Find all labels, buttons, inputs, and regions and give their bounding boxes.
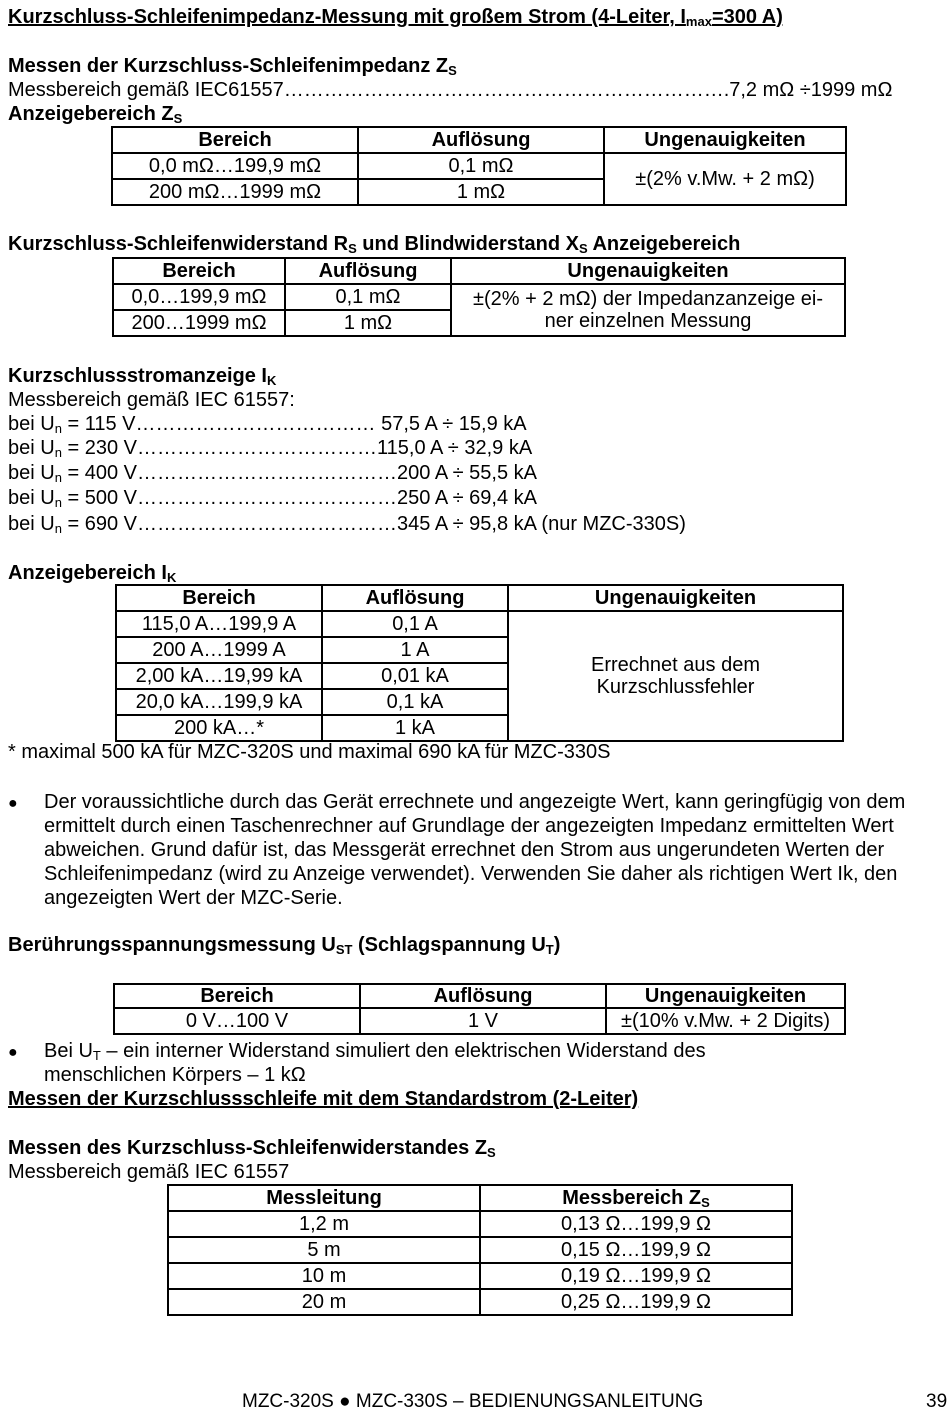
section-heading-ik-display: Anzeigebereich $I_K$	[8, 562, 177, 585]
header-cell: Bereich	[113, 258, 285, 284]
table-row	[114, 1008, 845, 1034]
header-cell: Auflösung	[322, 585, 508, 611]
bullet-icon: ●	[8, 795, 18, 812]
cell: 0,1 A	[322, 611, 508, 637]
cell: 10 m	[168, 1263, 480, 1289]
cell: 1 mΩ	[285, 310, 451, 336]
cell: 200 A…1999 A	[116, 637, 322, 663]
cell: 1 mΩ	[358, 179, 604, 205]
cell: 2,00 kA…19,99 kA	[116, 663, 322, 689]
cell: 200…1999 mΩ	[113, 310, 285, 336]
bullet-icon: ●	[8, 1044, 18, 1061]
cell: 0,1 mΩ	[358, 153, 604, 179]
voltage-line: bei $U_n = 115$ V……………………………… 57,5 A ÷ 15,9 kA	[8, 413, 527, 436]
table-row	[116, 611, 843, 637]
cell: 5 m	[168, 1237, 480, 1263]
header-cell: Auflösung	[285, 258, 451, 284]
footnote: * maximal 500 kA für MZC-320S und maximal 690 kA für MZC-330S	[8, 741, 611, 763]
voltage-line: bei $U_n = 690$ V…………………………………345 A ÷ 95,8 kA (nur MZC-330S)	[8, 513, 686, 536]
ust-table	[113, 983, 846, 1035]
cell: 0,0…199,9 mΩ	[113, 284, 285, 310]
header-cell: Auflösung	[358, 127, 604, 153]
bullet-paragraph: Bei $U_T$ – ein interner Widerstand simuliert den elektrischen Widerstand des menschlichen Körpers – 1 kΩ	[44, 1040, 706, 1086]
cell: 200 mΩ…1999 mΩ	[112, 179, 358, 205]
header-cell: Bereich	[116, 585, 322, 611]
section-title-standard: Messen der Kurzschlussschleife mit dem Standardstrom (2-Leiter)	[8, 1088, 639, 1110]
header-cell: Messbereich $Z_S$	[480, 1185, 792, 1211]
lead-table	[167, 1184, 793, 1316]
section-heading-zs-standard: Messen des Kurzschluss-Schleifenwiderstandes $Z_S$	[8, 1137, 496, 1160]
header-cell: Ungenauigkeiten	[606, 984, 845, 1008]
display-range-heading: Anzeigebereich $Z_S$	[8, 103, 183, 126]
header-cell: Messleitung	[168, 1185, 480, 1211]
cell: 0,0 mΩ…199,9 mΩ	[112, 153, 358, 179]
range-text: Messbereich gemäß IEC 61557	[8, 1161, 290, 1183]
header-cell: Auflösung	[360, 984, 606, 1008]
cell: 115,0 A…199,9 A	[116, 611, 322, 637]
cell: 0,15 Ω…199,9 Ω	[480, 1237, 792, 1263]
cell: 0,19 Ω…199,9 Ω	[480, 1263, 792, 1289]
cell: 0,01 kA	[322, 663, 508, 689]
page-title: Kurzschluss-Schleifenimpedanz-Messung mit großem Strom (4-Leiter, $I_{max}=300$ A)	[8, 6, 783, 29]
cell: 1 V	[360, 1008, 606, 1034]
accuracy-cell: Errechnet aus dem Kurzschlussfehler	[508, 611, 843, 741]
table-row	[168, 1263, 792, 1289]
cell: 1,2 m	[168, 1211, 480, 1237]
cell: 1 A	[322, 637, 508, 663]
section-heading-rs-xs: Kurzschluss-Schleifenwiderstand $R_S$ und Blindwiderstand $X_S$ Anzeigebereich	[8, 233, 741, 256]
voltage-line: bei $U_n = 400$ V…………………………………200 A ÷ 55,5 kA	[8, 462, 537, 485]
cell: 20,0 kA…199,9 kA	[116, 689, 322, 715]
voltage-line: bei $U_n = 230$ V………………………………115,0 A ÷ 32,9 kA	[8, 437, 533, 460]
bullet-paragraph: Der voraussichtliche durch das Gerät errechnete und angezeigte Wert, kann geringfügig von dem ermittelt durch einen Taschenrechner auf Grundlage der angezeigten Impedanz ermittelten Wert abweichen. Grund dafür ist, das Messgerät errechnet den Strom aus ungerundeten Werten der Schleifenimpedanz (wird zu Anzeige verwendet). Verwenden Sie daher als richtigen Wert Ik, den angezeigten Wert der MZC-Serie.	[44, 791, 906, 909]
accuracy-cell: ±(2% + 2 mΩ) der Impedanzanzeige ei- ner einzelnen Messung	[451, 284, 845, 336]
accuracy-cell: ±(2% v.Mw. + 2 mΩ)	[604, 153, 846, 205]
cell: 0,25 Ω…199,9 Ω	[480, 1289, 792, 1315]
voltage-line: bei $U_n = 500$ V…………………………………250 A ÷ 69,4 kA	[8, 487, 537, 510]
ik-table	[115, 584, 844, 742]
rs-xs-table	[112, 257, 846, 337]
table-row	[168, 1211, 792, 1237]
header-cell: Ungenauigkeiten	[604, 127, 846, 153]
header-cell: Ungenauigkeiten	[508, 585, 843, 611]
zs-table	[111, 126, 847, 206]
cell: 200 kA…*	[116, 715, 322, 741]
header-cell: Ungenauigkeiten	[451, 258, 845, 284]
cell: 20 m	[168, 1289, 480, 1315]
section-heading-ik: Kurzschlussstromanzeige $I_K$	[8, 365, 277, 388]
table-row	[113, 284, 845, 310]
page-number: 39	[926, 1391, 948, 1412]
header-cell: Bereich	[114, 984, 360, 1008]
cell: 0,13 Ω…199,9 Ω	[480, 1211, 792, 1237]
cell: 0,1 kA	[322, 689, 508, 715]
footer-text: MZC-320S ● MZC-330S – BEDIENUNGSANLEITUNG	[242, 1391, 704, 1412]
section-heading-ust: Berührungsspannungsmessung $U_{ST}$ (Schlagspannung $U_T$)	[8, 934, 561, 957]
table-row	[168, 1237, 792, 1263]
range-text: Messbereich gemäß IEC 61557:	[8, 389, 295, 411]
section-heading-zs: Messen der Kurzschluss-Schleifenimpedanz $Z_S$	[8, 55, 457, 78]
table-row	[112, 153, 846, 179]
table-row	[168, 1289, 792, 1315]
cell: 0 V…100 V	[114, 1008, 360, 1034]
header-cell: Bereich	[112, 127, 358, 153]
cell: 1 kA	[322, 715, 508, 741]
cell: ±(10% v.Mw. + 2 Digits)	[606, 1008, 845, 1034]
range-text: Messbereich gemäß IEC61557………………………………………………………….7,2 mΩ ÷1999 mΩ	[8, 79, 893, 101]
cell: 0,1 mΩ	[285, 284, 451, 310]
